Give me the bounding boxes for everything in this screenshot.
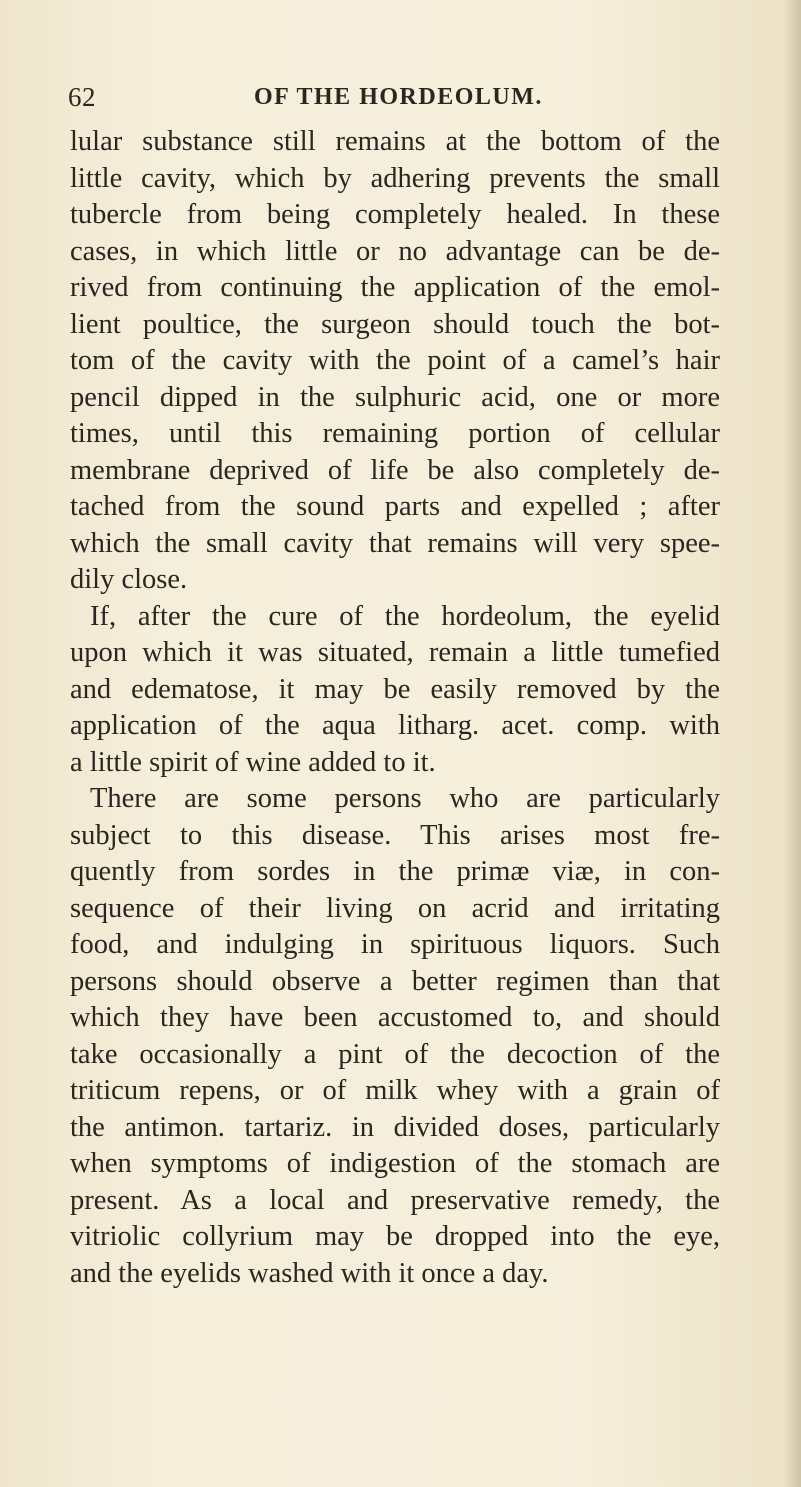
text-line: pencil dipped in the sulphuric acid, one or more	[70, 381, 720, 413]
text-line: vitriolic collyrium may be dropped into the eye,	[70, 1221, 720, 1252]
text-line: tom of the cavity with the point of a camel’s hair	[70, 345, 720, 376]
text-line: upon which it was situated, remain a little tumefied	[70, 637, 720, 668]
text-line: sequence of their living on acrid and irritating	[70, 892, 720, 924]
page-header	[68, 82, 728, 122]
page-edge-shadow	[783, 0, 801, 1487]
body-text	[70, 124, 720, 1292]
text-line: quently from sordes in the primæ viæ, in con-	[70, 856, 720, 887]
text-line: little cavity, which by adhering prevents the small	[70, 162, 720, 194]
running-title: OF THE HORDEOLUM.	[254, 84, 543, 110]
text-line: If, after the cure of the hordeolum, the eyelid	[90, 600, 720, 632]
text-line: which the small cavity that remains will very spee-	[70, 527, 720, 559]
text-line: tubercle from being completely healed. In these	[70, 199, 720, 230]
text-line: application of the aqua litharg. acet. comp. with	[70, 710, 720, 741]
page-number: 62	[68, 82, 96, 112]
text-line: membrane deprived of life be also completely de-	[70, 454, 720, 486]
text-line: triticum repens, or of milk whey with a grain of	[70, 1075, 720, 1106]
text-line: There are some persons who are particularly	[90, 783, 720, 814]
text-line: the antimon. tartariz. in divided doses, particularly	[70, 1111, 720, 1143]
text-line: and the eyelids washed with it once a day.	[70, 1257, 549, 1289]
text-line: which they have been accustomed to, and should	[70, 1002, 720, 1033]
text-line: rived from continuing the application of the emol-	[70, 272, 720, 303]
text-line: persons should observe a better regimen than that	[70, 965, 720, 997]
text-line: take occasionally a pint of the decoction of the	[70, 1038, 720, 1070]
text-line: lient poultice, the surgeon should touch the bot-	[70, 308, 720, 340]
text-line: times, until this remaining portion of cellular	[70, 418, 720, 449]
text-line: when symptoms of indigestion of the stomach are	[70, 1148, 720, 1179]
text-line: a little spirit of wine added to it.	[70, 746, 436, 778]
text-line: present. As a local and preservative remedy, the	[70, 1184, 720, 1216]
text-line: and edematose, it may be easily removed by the	[70, 673, 720, 705]
text-line: tached from the sound parts and expelled ; after	[70, 491, 720, 522]
text-line: cases, in which little or no advantage can be de-	[70, 235, 720, 267]
text-line: lular substance still remains at the bottom of the	[70, 126, 720, 157]
text-line: food, and indulging in spirituous liquors. Such	[70, 929, 720, 960]
text-line: subject to this disease. This arises most fre-	[70, 819, 720, 851]
text-line: dily close.	[70, 564, 188, 595]
